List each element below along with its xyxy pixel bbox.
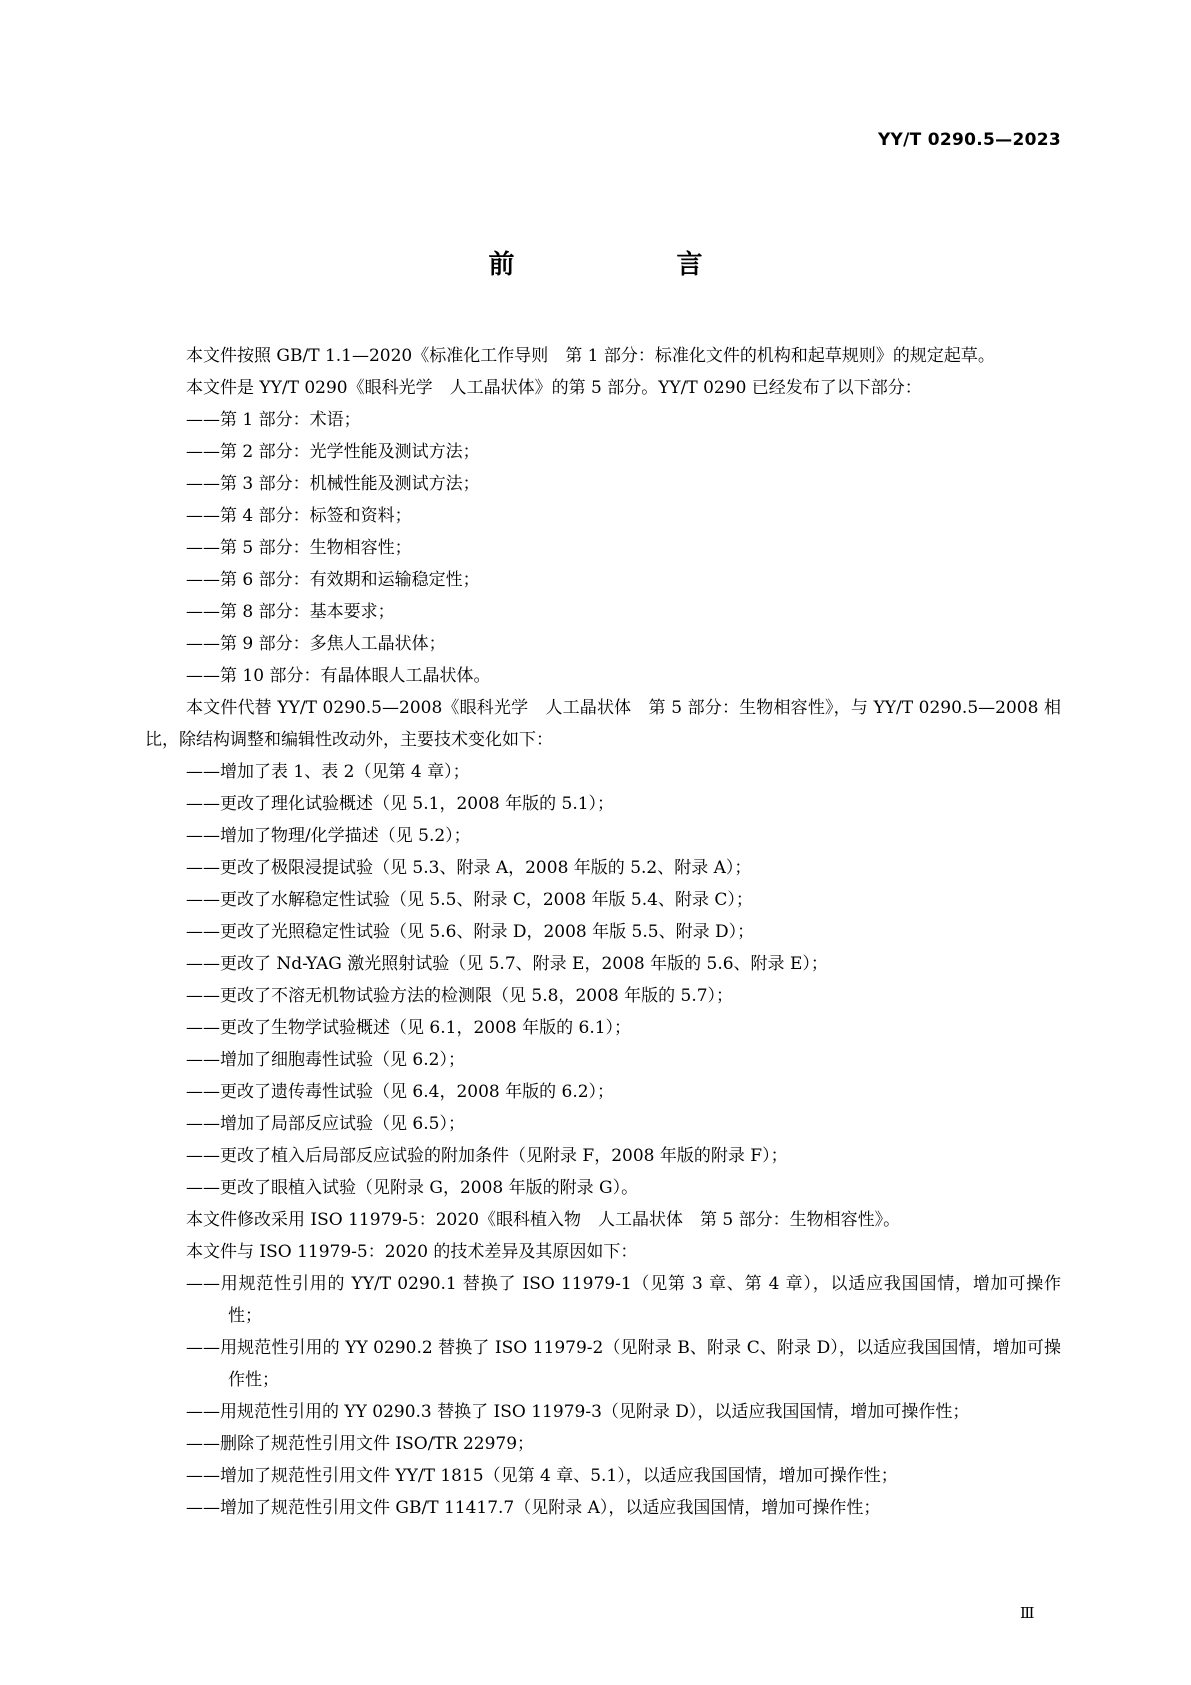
- list-item: ——第 2 部分：光学性能及测试方法；: [186, 442, 480, 462]
- list-item: ——增加了细胞毒性试验（见 6.2）；: [186, 1050, 465, 1070]
- paragraph: 本文件按照 GB/T 1.1—2020《标准化工作导则 第 1 部分：标准化文件的机构和起草规则》的规定起草。: [186, 346, 995, 366]
- paragraph: 本文件是 YY/T 0290《眼科光学 人工晶状体》的第 5 部分。YY/T 0290 已经发布了以下部分：: [186, 378, 922, 398]
- list-item: ——更改了理化试验概述（见 5.1，2008 年版的 5.1）；: [186, 794, 615, 814]
- list-item: ——更改了植入后局部反应试验的附加条件（见附录 F，2008 年版的附录 F）；: [186, 1146, 788, 1166]
- list-item: ——更改了 Nd-YAG 激光照射试验（见 5.7、附录 E，2008 年版的 5.6、附录 E）；: [186, 954, 828, 974]
- list-item: ——第 9 部分：多焦人工晶状体；: [186, 634, 446, 654]
- list-item: ——第 8 部分：基本要求；: [186, 602, 395, 622]
- list-item: ——更改了遗传毒性试验（见 6.4，2008 年版的 6.2）；: [186, 1082, 615, 1102]
- paragraph: 本文件代替 YY/T 0290.5—2008《眼科光学 人工晶状体 第 5 部分：生物相容性》，与 YY/T 0290.5—2008 相比，除结构调整和编辑性改动外，主要技术变化如下：: [145, 698, 1061, 750]
- list-item: ——更改了水解稳定性试验（见 5.5、附录 C，2008 年版 5.4、附录 C）；: [186, 890, 753, 910]
- page-number: Ⅲ: [1020, 1604, 1035, 1622]
- list-item: ——更改了眼植入试验（见附录 G，2008 年版的附录 G）。: [186, 1178, 639, 1198]
- list-item: ——用规范性引用的 YY 0290.2 替换了 ISO 11979-2（见附录 B、附录 C、附录 D），以适应我国国情，增加可操作性；: [186, 1338, 1061, 1390]
- list-item: ——第 1 部分：术语；: [186, 410, 361, 430]
- list-item: ——更改了光照稳定性试验（见 5.6、附录 D，2008 年版 5.5、附录 D）；: [186, 922, 755, 942]
- list-item: ——第 5 部分：生物相容性；: [186, 538, 412, 558]
- list-item: ——用规范性引用的 YY/T 0290.1 替换了 ISO 11979-1（见第 3 章、第 4 章），以适应我国国情，增加可操作性；: [186, 1274, 1061, 1326]
- list-item: ——第 10 部分：有晶体眼人工晶状体。: [186, 666, 491, 686]
- list-item: ——删除了规范性引用文件 ISO/TR 22979；: [186, 1434, 535, 1454]
- list-item: ——用规范性引用的 YY 0290.3 替换了 ISO 11979-3（见附录 D），以适应我国国情，增加可操作性；: [186, 1402, 970, 1422]
- list-item: ——更改了不溶无机物试验方法的检测限（见 5.8，2008 年版的 5.7）；: [186, 986, 734, 1006]
- paragraph: 本文件修改采用 ISO 11979-5：2020《眼科植入物 人工晶状体 第 5 部分：生物相容性》。: [186, 1210, 901, 1230]
- list-item: ——增加了物理/化学描述（见 5.2）；: [186, 826, 471, 846]
- list-item: ——更改了极限浸提试验（见 5.3、附录 A，2008 年版的 5.2、附录 A）；: [186, 858, 752, 878]
- list-item: ——第 4 部分：标签和资料；: [186, 506, 412, 526]
- list-item: ——增加了规范性引用文件 YY/T 1815（见第 4 章、5.1），以适应我国国情，增加可操作性；: [186, 1466, 898, 1486]
- document-body: [145, 340, 1061, 1524]
- standard-code: YY/T 0290.5—2023: [877, 130, 1061, 150]
- list-item: ——增加了局部反应试验（见 6.5）；: [186, 1114, 465, 1134]
- list-item: ——增加了规范性引用文件 GB/T 11417.7（见附录 A），以适应我国国情，增加可操作性；: [186, 1498, 881, 1518]
- list-item: ——第 3 部分：机械性能及测试方法；: [186, 474, 480, 494]
- paragraph: 本文件与 ISO 11979-5：2020 的技术差异及其原因如下：: [186, 1242, 638, 1262]
- list-item: ——增加了表 1、表 2（见第 4 章）；: [186, 762, 470, 782]
- list-item: ——更改了生物学试验概述（见 6.1，2008 年版的 6.1）；: [186, 1018, 632, 1038]
- page-title: 前 言: [488, 250, 771, 280]
- list-item: ——第 6 部分：有效期和运输稳定性；: [186, 570, 480, 590]
